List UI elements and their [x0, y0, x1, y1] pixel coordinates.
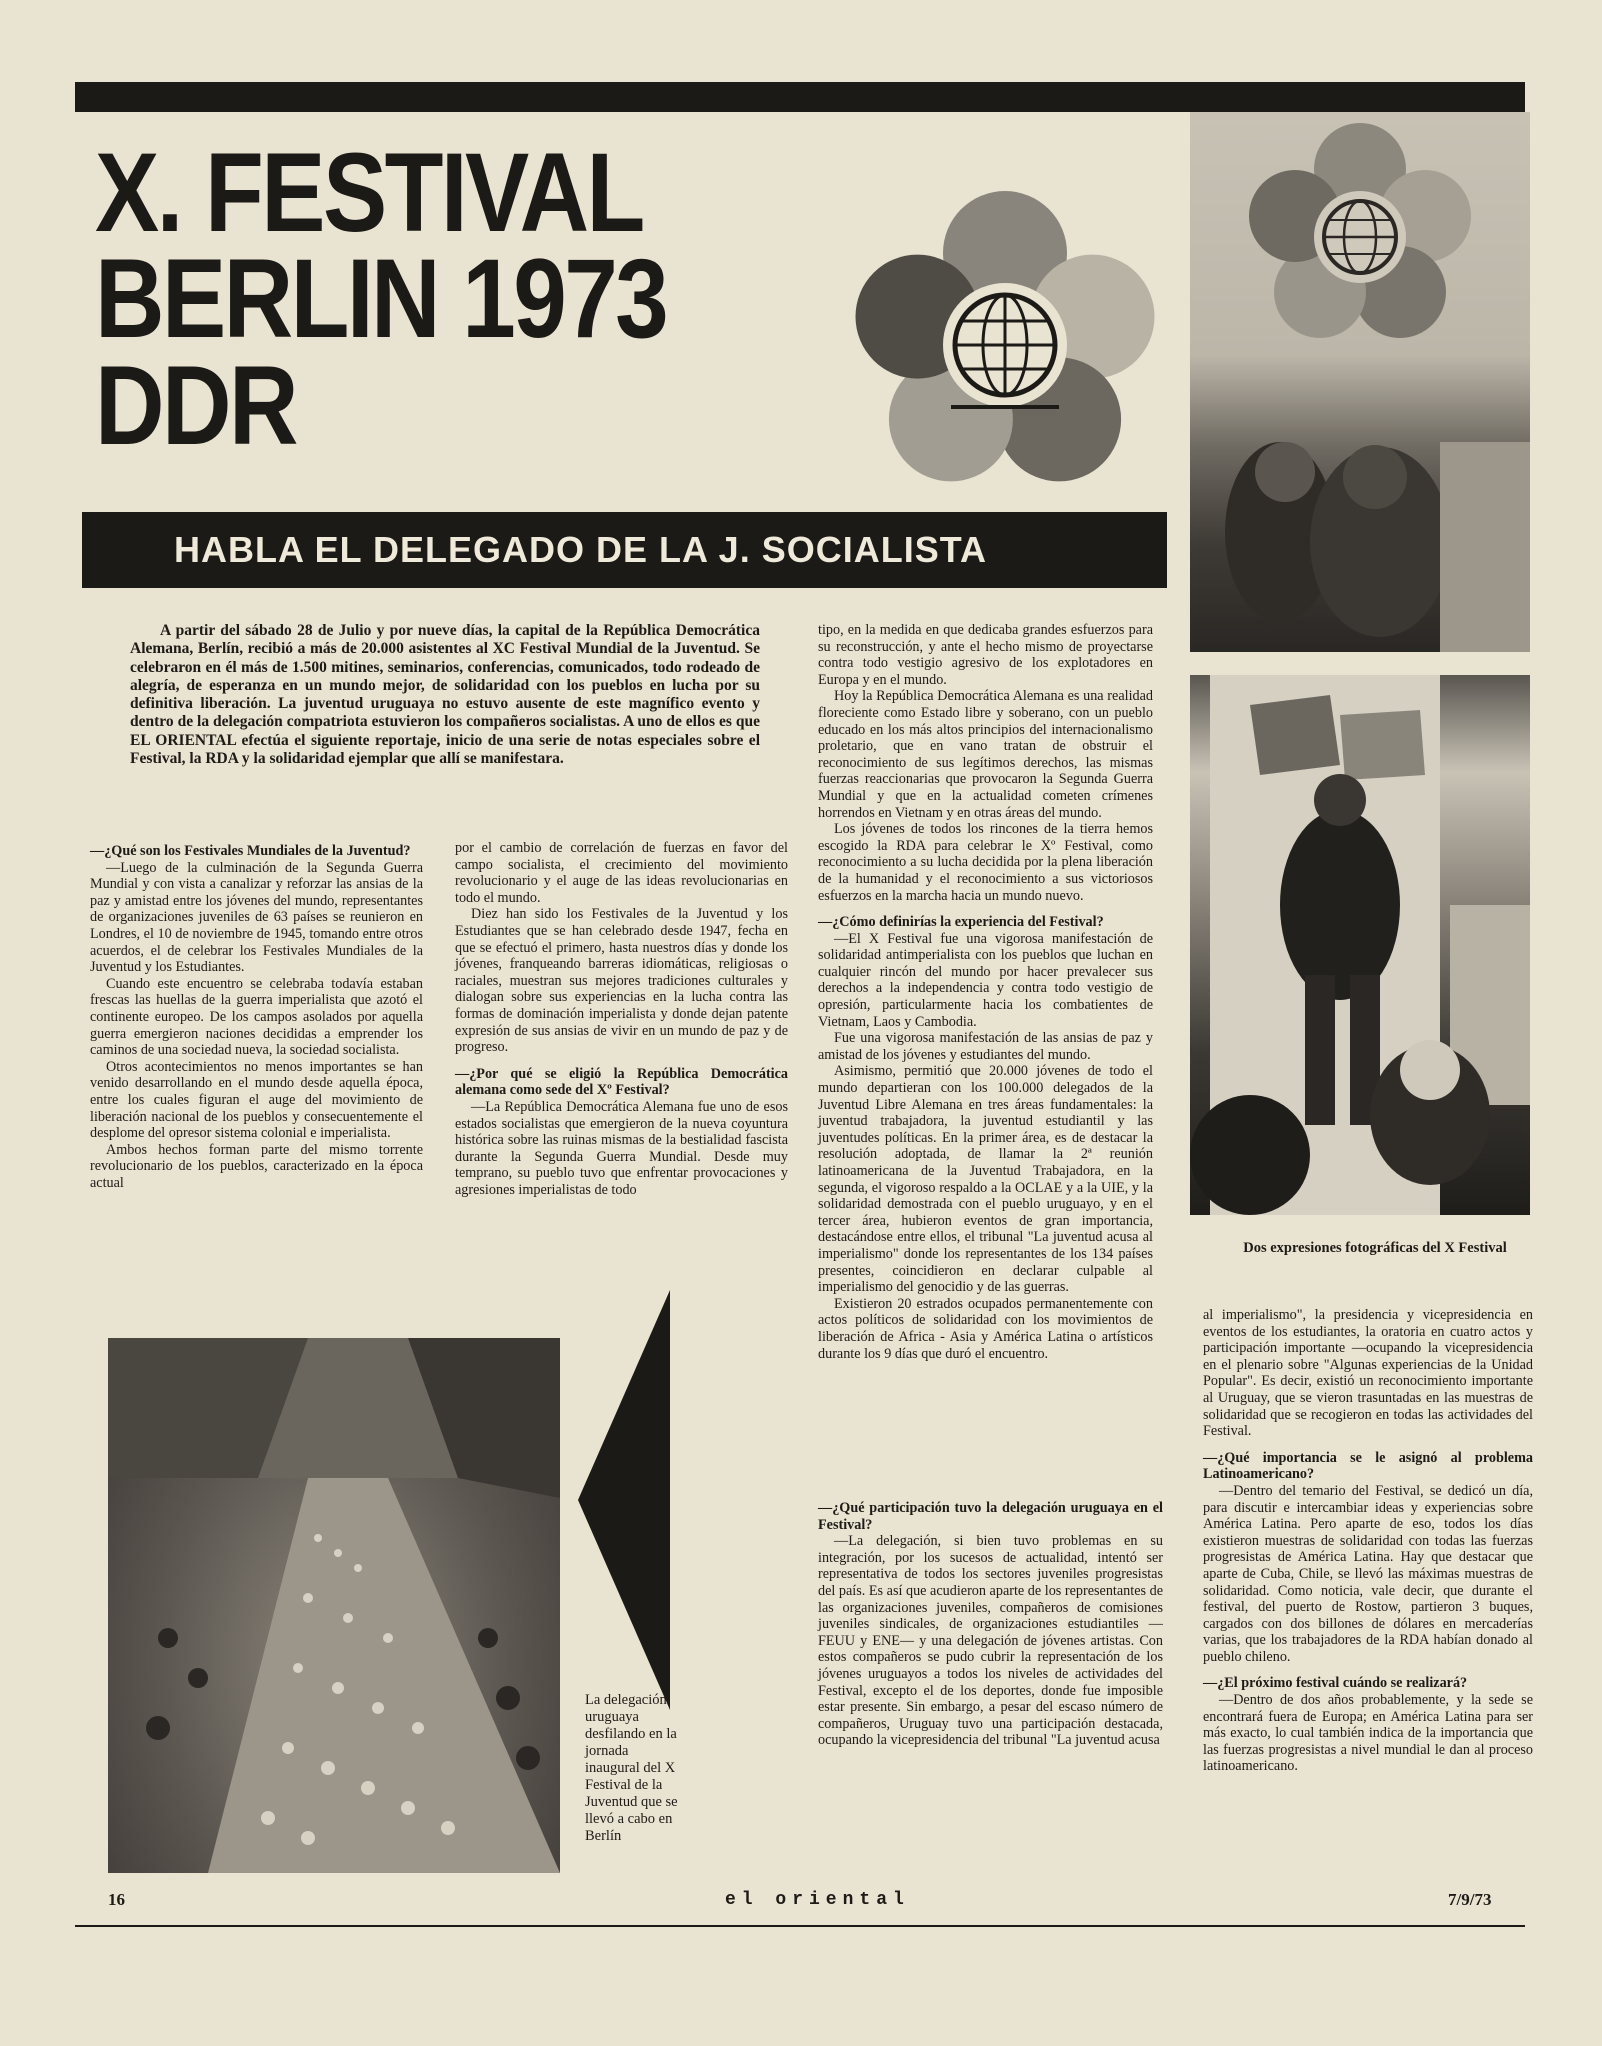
- question-4: —¿Qué participación tuvo la delegación uruguaya en el Festival?: [818, 1500, 1163, 1533]
- question-1: —¿Qué son los Festivales Mundiales de la Juventud?: [90, 843, 411, 859]
- paragraph: —El X Festival fue una vigorosa manifestación de solidaridad antimperialista con los pueblos que luchan en cualquier rincón del mundo por hacer prevalecer sus derechos a la independencia y contra todo vestigio de opresión, particularmente hacia los combatientes de Vietnam, Laos y Cambodia.: [818, 930, 1153, 1030]
- paragraph: —Dentro de dos años probablemente, y la sede se encontrará fuera de Europa; en América Latina para ser más exacto, lo cual también indica de la importancia que las fuerzas progresistas a nivel mundial le dan al proceso latinoamericano.: [1203, 1692, 1533, 1775]
- question-2: —¿Por qué se eligió la República Democrática alemana como sede del Xº Festival?: [455, 1065, 788, 1099]
- question-5: —¿Qué importancia se le asignó al problema Latinoamericano?: [1203, 1449, 1533, 1483]
- headline-line-2: BERLIN 1973: [95, 236, 667, 362]
- caption-left-photo: La delegación uruguaya desfilando en la jornada inaugural del X Festival de la Juventud que se llevó a cabo en Berlín: [585, 1692, 678, 1844]
- article-column-2: [455, 840, 788, 1198]
- article-column-3: [818, 622, 1153, 1362]
- article-column-4: [1203, 1307, 1533, 1775]
- paragraph: Diez han sido los Festivales de la Juventud y los Estudiantes que se han celebrado desde 1947, fecha en que se efectuó el primero, hasta nuestros días y donde los jóvenes, franqueando barreras idiomáticas, religiosas o raciales, muestran sus mejores tradiciones culturales y dialogan sobre sus experiencias en la lucha contra las formas de dominación imperialista y donde dejan patente expresión de sus ansias de vivir en un mundo de paz y de progreso.: [455, 906, 788, 1056]
- article-column-3-continued: [818, 1500, 1163, 1749]
- question-6: —¿El próximo festival cuándo se realizará?: [1203, 1675, 1468, 1692]
- photo-top-illustration: [1190, 112, 1530, 652]
- festival-flower-globe-icon: [850, 190, 1160, 500]
- subtitle-bar: HABLA EL DELEGADO DE LA J. SOCIALISTA: [82, 512, 1167, 588]
- photo-mid-illustration: [1190, 675, 1530, 1215]
- headline: [95, 130, 749, 468]
- photo-uruguayan-delegation-parade: [108, 1338, 560, 1873]
- paragraph: Fue una vigorosa manifestación de las ansias de paz y amistad de los jóvenes y estudiantes del mundo.: [818, 1030, 1153, 1063]
- publication-name: el oriental: [725, 1890, 910, 1910]
- photo-crowd-illustration: [108, 1338, 560, 1873]
- paragraph: Hoy la República Democrática Alemana es una realidad floreciente como Estado libre y soberano, con un pueblo educado en los más altos principios del internacionalismo proletario, que en vano tratan de obstruir el reconocimiento de sus legítimos derechos, las mismas fuerzas reaccionarias que provocaron la Segunda Guerra Mundial y que en la actualidad cometen crímenes horrendos en Vietnam y en otras áreas del mundo.: [818, 688, 1153, 821]
- question-3: —¿Cómo definirías la experiencia del Festival?: [818, 914, 1104, 931]
- headline-line-1: X. FESTIVAL: [95, 130, 643, 255]
- paragraph: tipo, en la medida en que dedicaba grandes esfuerzos para su reconstrucción, y ante el hecho mismo de proyectarse contra todo vestigio agresivo de los explotadores en Europa y en el mundo.: [818, 622, 1153, 688]
- photo-youth-painting-column: [1190, 675, 1530, 1215]
- bottom-rule: [75, 1925, 1525, 1927]
- paragraph: al imperialismo", la presidencia y vicepresidencia en eventos de los estudiantes, la oratoria en cuatro actos y participación importante —ocupando la vicepresidencia en el plenario sobre "Algunas experiencias de la Unidad Popular". Es decir, existió un reconocimiento importante al Uruguay, que se vieron trasuntadas en las muestras de solidaridad que se recogieron en todas las actividades del Festival.: [1203, 1307, 1533, 1440]
- arrow-triangle-icon: [578, 1290, 670, 1710]
- paragraph: por el cambio de correlación de fuerzas en favor del campo socialista, el crecimiento del movimiento revolucionario y el auge de las ideas revolucionarias en todo el mundo.: [455, 840, 788, 906]
- paragraph: —La República Democrática Alemana fue uno de esos estados socialistas que emergieron de la nueva coyuntura histórica sobre las ruinas mismas de la bestialidad fascista durante la Segunda Guerra Mundial. Desde muy temprano, su pueblo tuvo que enfrentar provocaciones y agresiones imperialistas de todo: [455, 1098, 788, 1198]
- caption-right-photos: Dos expresiones fotográficas del X Festival: [1243, 1240, 1507, 1256]
- paragraph: Asimismo, permitió que 20.000 jóvenes de todo el mundo departieran con los 100.000 delegados de la Juventud Libre Alemana en tres áreas fundamentales: la juventud trabajadora, la juventud estudiantil y las juventudes políticas. En la primer área, es de destacar la resolución adoptada, de llamar la 2ª reunión latinoamericana de la Juventud Trabajadora, en la segunda, el vigoroso respaldo a la OCLAE y a la UIE, y la solidaridad demostrada con el pueblo uruguayo, y en el tercer área, hubieron eventos de gran importancia, destacándose entre ellos, el tribunal "La juventud acusa al imperialismo" donde los representantes de los 134 países presentes, coincidieron en declarar culpable al imperialismo del genocidio y de las guerras.: [818, 1063, 1153, 1296]
- paragraph: —Dentro del temario del Festival, se dedicó un día, para discutir e intercambiar ideas y experiencias sobre América Latina. Pero aparte de eso, todos los días existieron muestras de solidaridad con todas las fuerzas progresistas de América Latina. Hay que destacar que aparte de Cuba, Chile, se llevó las máximas muestras de solidaridad. Como noticia, vale decir, que durante el festival, del puerto de Rostow, partieron 3 buques, cargados con dos billones de dólares en mercaderías varias, que los trabajadores de la RDA habían donado al pueblo chileno.: [1203, 1482, 1533, 1665]
- paragraph: Otros acontecimientos no menos importantes se han venido desarrollando en el mundo desde aquella época, entre los cuales figuran el auge del movimiento de liberación nacional de los pueblos y consecuentemente el desplome del opresor sistema colonial e imperialista.: [90, 1058, 423, 1142]
- paragraph: Ambos hechos forman parte del mismo torrente revolucionario de los pueblos, caracterizado en la época actual: [90, 1141, 423, 1191]
- paragraph: —Luego de la culminación de la Segunda Guerra Mundial y con vista a canalizar y reforzar las ansias de la paz y amistad entre los jóvenes del mundo, representantes de organizaciones juveniles de 63 países se reunieron en Londres, el 10 de noviembre de 1945, tomando entre otros acuerdos, el de celebrar los Festivales Mundiales de la Juventud y los Estudiantes.: [90, 859, 423, 976]
- paragraph: Existieron 20 estrados ocupados permanentemente con actos políticos de solidaridad con los movimientos de liberación de Africa - Asia y América Latina o artísticos durante los 9 días que duró el encuentro.: [818, 1295, 1153, 1362]
- top-rule: [75, 82, 1525, 112]
- paragraph: —La delegación, si bien tuvo problemas en su integración, por los sucesos de actualidad, intentó ser representativa de todos los sectores juveniles progresistas del país. Es así que acudieron aparte de los representantes de las organizaciones juveniles, compañeros de comisiones juveniles sindicales, de organizaciones estudiantiles —FEUU y ENE— y una delegación de jóvenes artistas. Con estos compañeros se pudo cubrir la representación de los jóvenes uruguayos a todos los niveles de actividades del Festival, excepto el de los deportes, donde fue imposible estar presente. Sin embargo, a pesar del escaso número de compañeros, Uruguay tuvo una participación destacada, ocupando la vicepresidencia del tribunal "La juventud acusa: [818, 1533, 1163, 1749]
- photo-festival-emblem-and-youth: [1190, 112, 1530, 652]
- article-column-1: [90, 843, 423, 1191]
- issue-date: 7/9/73: [1448, 1890, 1492, 1909]
- paragraph: Los jóvenes de todos los rincones de la tierra hemos escogido la RDA para celebrar le Xº Festival, como reconocimiento a su lucha decidida por la plena liberación de la humanidad y el reconocimiento a sus victoriosos esfuerzos en la marcha hacia un mundo nuevo.: [818, 821, 1153, 904]
- paragraph: Cuando este encuentro se celebraba todavía estaban frescas las huellas de la guerra imperialista que azotó el continente europeo. De los campos asolados por aquella guerra emergieron naciones decididas a emprender los caminos de una sociedad nueva, la sociedad socialista.: [90, 975, 423, 1059]
- page-number: 16: [108, 1890, 125, 1909]
- headline-line-3: DDR: [95, 342, 296, 468]
- lede-paragraph: A partir del sábado 28 de Julio y por nueve días, la capital de la República Democrática Alemana, Berlín, recibió a más de 20.000 asistentes al XC Festival Mundial de la Juventud. Se celebraron en él más de 1.500 mitines, seminarios, conferencias, comunicados, todo rodeado de alegría, de esperanza en un mundo mejor, de solidaridad con los pueblos en lucha por su definitiva liberación. La juventud uruguaya no estuvo ausente de este magnífico evento y dentro de la delegación compatriota estuvieron los compañeros socialistas. A uno de ellos es que EL ORIENTAL efectúa el siguiente reportaje, inicio de una serie de notas especiales sobre el Festival, la RDA y la solidaridad ejemplar que allí se manifestara.: [130, 622, 760, 768]
